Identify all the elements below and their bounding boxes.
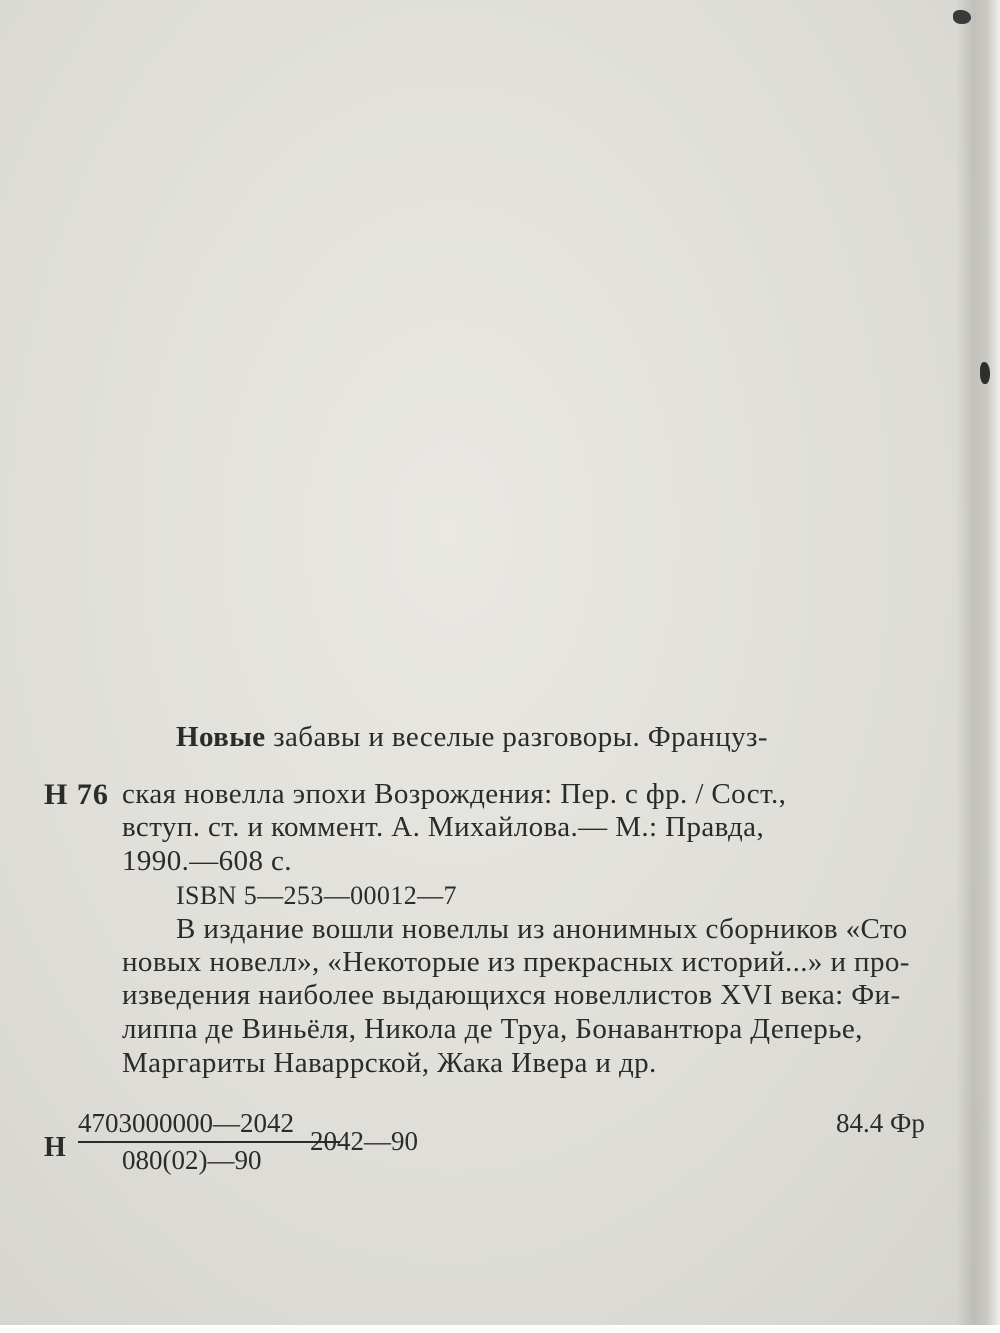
- imprint-block: [44, 1108, 954, 1178]
- bottom-border: [0, 1325, 1000, 1333]
- fraction-numerator: 4703000000—2042: [78, 1108, 340, 1143]
- bbk-classification: 84.4 Фр: [836, 1108, 925, 1138]
- page-edge-shadow: [956, 0, 1000, 1333]
- imprint-fraction: [78, 1108, 340, 1176]
- catalog-line-3: вступ. ст. и коммент. А. Михайлова.— М.: Правда,: [122, 811, 765, 843]
- annotation-line-2: новых новелл», «Некоторые из прекрасных историй...» и про-: [122, 946, 910, 978]
- catalog-line-1: [176, 720, 768, 755]
- annotation-line-1: В издание вошли новеллы из анонимных сборников «Сто: [176, 913, 908, 945]
- catalog-line-4: 1990.—608 с.: [122, 845, 292, 877]
- annotation-line-4: липпа де Виньёля, Никола де Труа, Бонавантюра Деперье,: [122, 1013, 863, 1045]
- edge-mark-middle: [980, 362, 990, 384]
- catalog-line-2: ская новелла эпохи Возрождения: Пер. с фр. / Сост.,: [122, 778, 787, 810]
- imprint-letter: Н: [44, 1132, 66, 1163]
- classification-code: Н 76: [44, 778, 109, 811]
- imprint-suffix: 2042—90: [310, 1126, 418, 1156]
- isbn-line: ISBN 5—253—00012—7: [176, 881, 457, 910]
- annotation-line-5: Маргариты Наваррской, Жака Ивера и др.: [122, 1047, 657, 1079]
- edge-mark-top: [953, 10, 971, 24]
- annotation-line-3: изведения наиболее выдающихся новеллистов XVI века: Фи-: [122, 979, 901, 1011]
- title-rest: забавы и веселые разговоры. Француз-: [273, 721, 768, 753]
- title-lead: Новые: [176, 721, 266, 753]
- fraction-denominator: 080(02)—90: [122, 1145, 262, 1175]
